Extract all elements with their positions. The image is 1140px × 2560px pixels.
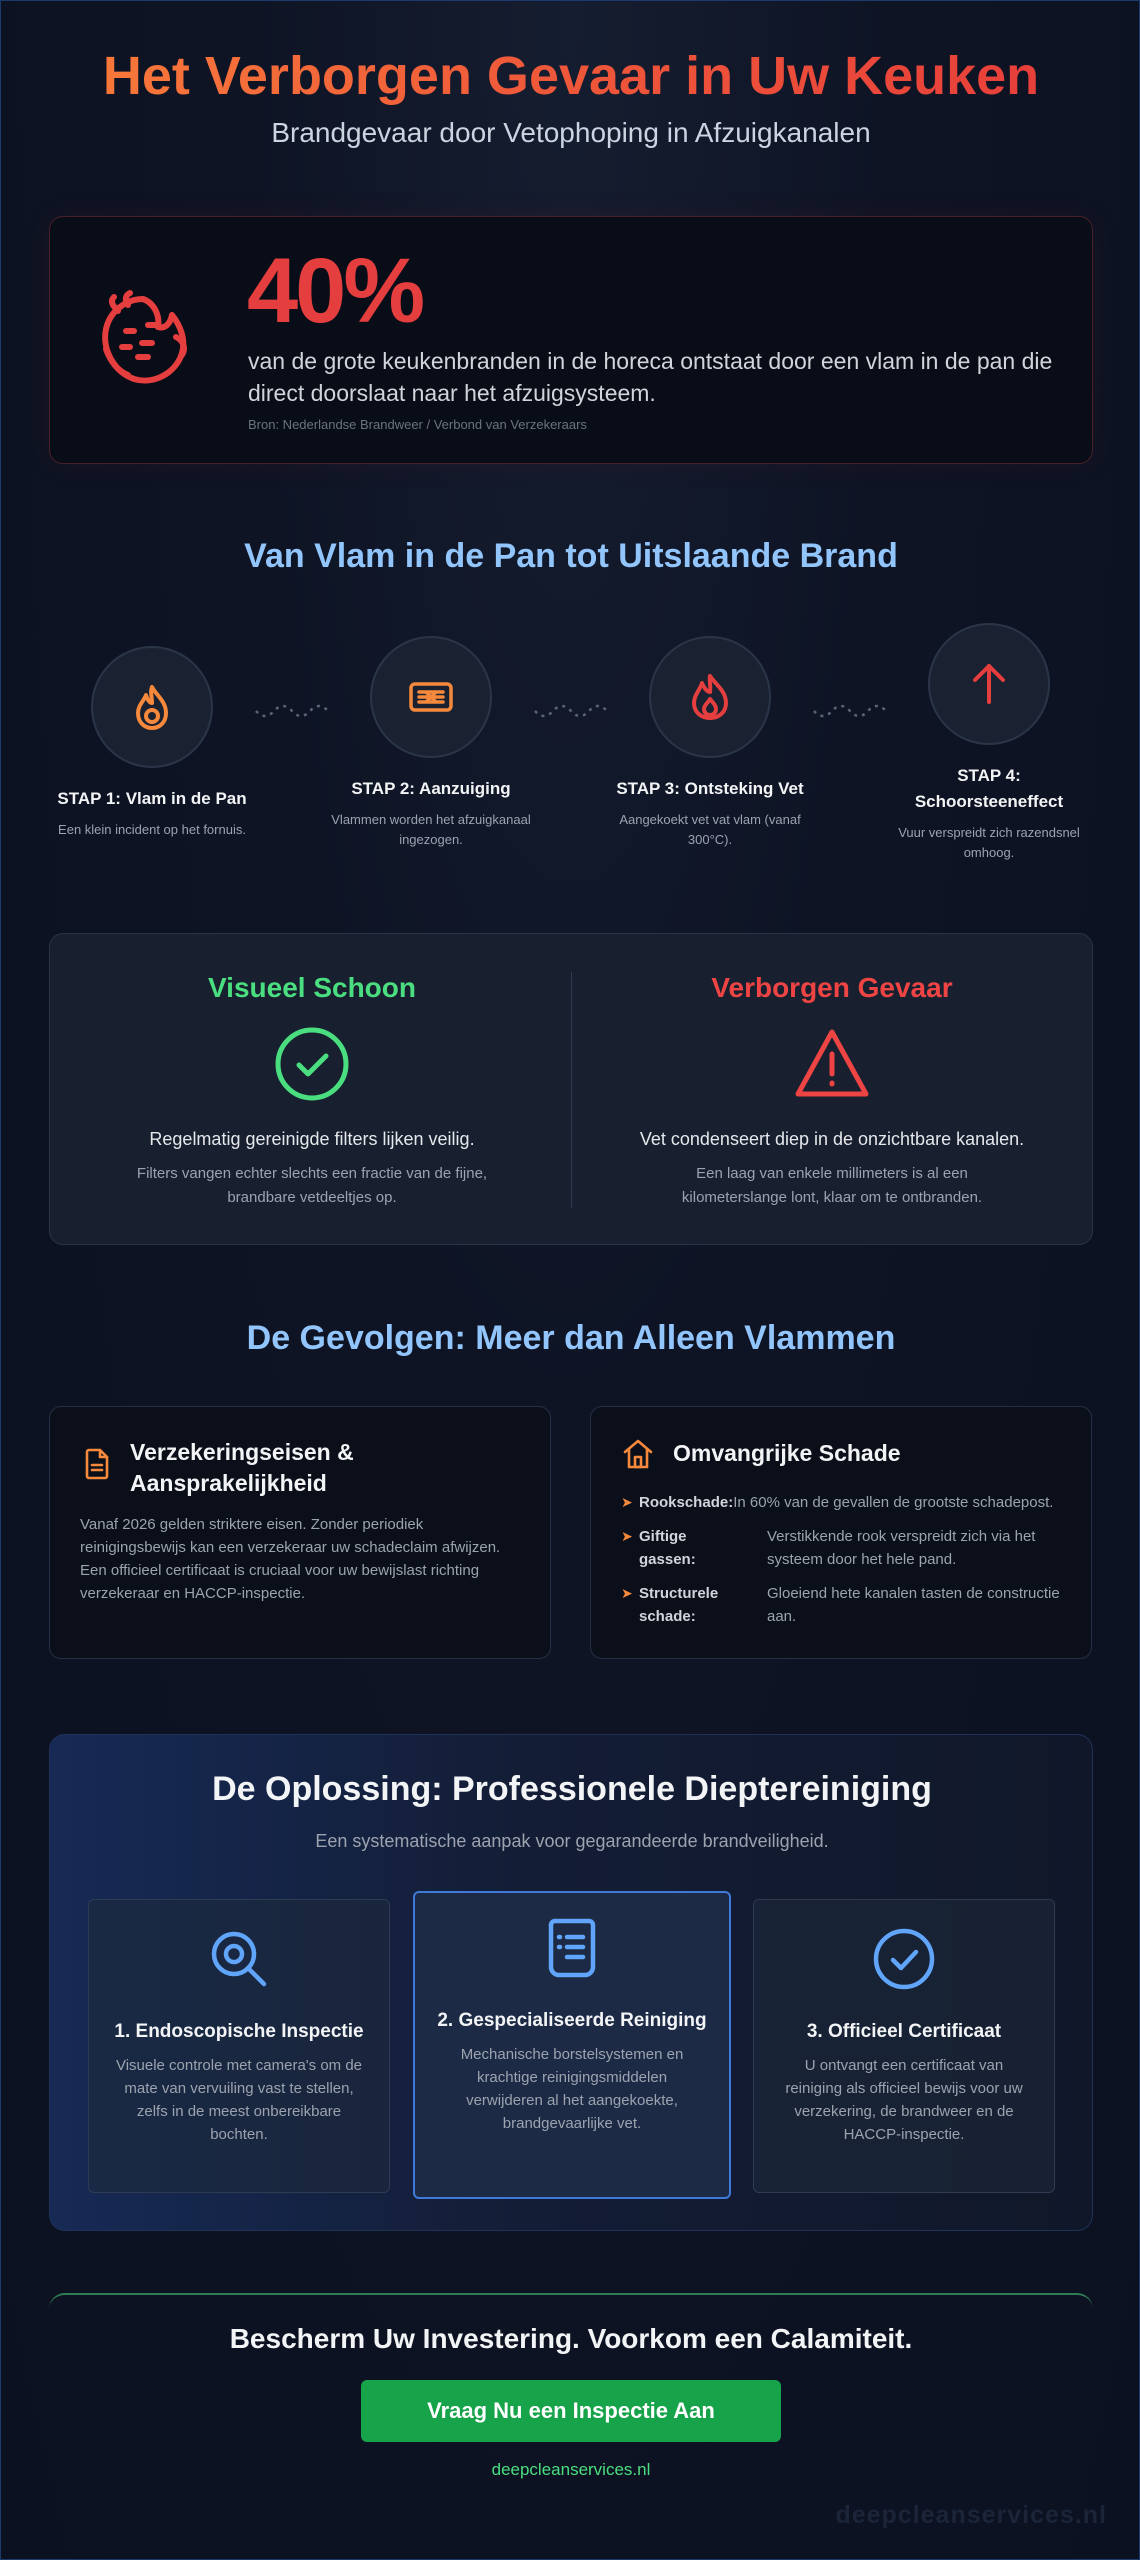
damage-item-text: Gloeiend hete kanalen tasten de constructie aan. — [767, 1585, 1060, 1625]
step-3 — [610, 636, 810, 850]
website-link[interactable]: deepcleanservices.nl — [491, 2460, 651, 2479]
page-subtitle: Brandgevaar door Vetophoping in Afzuigkanalen — [271, 117, 871, 148]
comparison-divider — [571, 972, 572, 1208]
step-connector-2 — [533, 699, 609, 723]
damage-item — [621, 1491, 1071, 1514]
solution-title: De Oplossing: Professionele Dieptereiniging — [212, 1770, 932, 1808]
step-1 — [52, 646, 252, 840]
step-2 — [331, 636, 531, 850]
step-connector-1 — [254, 699, 330, 723]
arrow-right-icon: ➤ — [621, 1585, 633, 1601]
step-4-circle — [928, 623, 1050, 745]
solution-card-text: Mechanische borstelsystemen en krachtige reinigingsmiddelen verwijderen al het aangekoekte, brandgevaarlijke vet. — [460, 2046, 684, 2132]
step-3-title: STAP 3: Ontsteking Vet — [616, 779, 804, 798]
cta-section — [49, 2293, 1093, 2483]
comparison-right — [582, 934, 1082, 1210]
solution-card-title: 1. Endoscopische Inspectie — [114, 2021, 364, 2042]
comparison-right-sub: Een laag van enkele millimeters is al een kilometerslange lont, klaar om te ontbranden. — [681, 1165, 983, 1206]
solution-card-title: 3. Officieel Certificaat — [806, 2021, 1002, 2042]
step-1-desc: Een klein incident op het fornuis. — [58, 822, 246, 837]
insurance-title: Verzekeringseisen & Aansprakelijkheid — [130, 1439, 354, 1496]
step-3-desc: Aangekoekt vet vat vlam (vanaf 300°C). — [619, 812, 801, 847]
watermark: deepcleanservices.nl — [835, 2501, 1107, 2529]
arrow-up-icon — [965, 660, 1013, 708]
solution-section — [49, 1734, 1093, 2231]
damage-card — [590, 1406, 1092, 1659]
vent-filter-icon — [405, 671, 457, 723]
stat-value: 40% — [247, 240, 423, 342]
step-2-title: STAP 2: Aanzuiging — [351, 779, 511, 798]
damage-item-label: Rookschade: — [639, 1494, 734, 1511]
damage-item-text: In 60% van de gevallen de grootste schadepost. — [733, 1494, 1054, 1511]
search-inspect-icon — [206, 1926, 272, 1992]
stat-source: Bron: Nederlandse Brandweer / Verbond van Verzekeraars — [248, 417, 587, 432]
check-circle-icon — [272, 1024, 352, 1104]
consequences-heading: De Gevolgen: Meer dan Alleen Vlammen — [246, 1319, 896, 1357]
damage-list — [621, 1491, 1071, 1639]
step-1-title: STAP 1: Vlam in de Pan — [57, 789, 247, 808]
certificate-check-icon — [871, 1926, 937, 1992]
step-4 — [889, 623, 1089, 863]
comparison-left-main: Regelmatig gereinigde filters lijken veilig. — [149, 1129, 475, 1149]
page-header — [1, 39, 1140, 149]
solution-card-certificate — [753, 1899, 1055, 2193]
kitchen-grease-fire-icon — [88, 285, 198, 395]
comparison-left — [62, 934, 562, 1210]
page-title: Het Verborgen Gevaar in Uw Keuken — [1, 39, 1140, 113]
comparison-left-sub: Filters vangen echter slechts een fractie van de fijne, brandbare vetdeeltjes op. — [136, 1165, 488, 1206]
step-2-desc: Vlammen worden het afzuigkanaal ingezogen. — [331, 812, 531, 847]
solution-card-cleaning — [413, 1891, 731, 2199]
house-icon — [621, 1437, 655, 1471]
comparison-left-title: Visueel Schoon — [208, 972, 416, 1003]
cta-title: Bescherm Uw Investering. Voorkom een Calamiteit. — [229, 2323, 913, 2354]
steps-heading: Van Vlam in de Pan tot Uitslaande Brand — [244, 537, 898, 575]
arrow-right-icon: ➤ — [621, 1528, 633, 1544]
request-inspection-button[interactable]: Vraag Nu een Inspectie Aan — [361, 2380, 781, 2442]
step-1-circle — [91, 646, 213, 768]
solution-card-title: 2. Gespecialiseerde Reiniging — [437, 2010, 707, 2031]
damage-item — [621, 1525, 1071, 1571]
damage-title: Omvangrijke Schade — [673, 1440, 901, 1466]
comparison-right-main: Vet condenseert diep in de onzichtbare kanalen. — [639, 1129, 1025, 1149]
warning-triangle-icon — [792, 1024, 872, 1104]
step-connector-3 — [812, 699, 888, 723]
insurance-card — [49, 1406, 551, 1659]
stat-card — [49, 216, 1093, 464]
step-3-circle — [649, 636, 771, 758]
insurance-text: Vanaf 2026 gelden striktere eisen. Zonder periodiek reinigingsbewijs kan een verzekeraar uw schadeclaim afwijzen. Een officieel certificaat is cruciaal voor uw bewijslast richting verzekeraar en HACCP-inspectie. — [80, 1516, 501, 1602]
step-2-circle — [370, 636, 492, 758]
step-4-title: STAP 4: Schoorsteeneffect — [914, 766, 1064, 811]
solution-card-text: Visuele controle met camera's om de mate van vervuiling vast te stellen, zelfs in de meest onbereikbare bochten. — [115, 2057, 363, 2143]
solution-card-text: U ontvangt een certificaat van reiniging als officieel bewijs voor uw verzekering, de brandweer en de HACCP-inspectie. — [785, 2057, 1023, 2143]
damage-item-label: Structurele schade: — [639, 1585, 719, 1625]
fire-icon — [684, 671, 736, 723]
comparison-right-title: Verborgen Gevaar — [711, 972, 953, 1003]
solution-card-inspection — [88, 1899, 390, 2193]
comparison-card — [49, 933, 1093, 1245]
step-4-desc: Vuur verspreidt zich razendsnel omhoog. — [898, 825, 1080, 860]
damage-item — [621, 1582, 1071, 1628]
arrow-right-icon: ➤ — [621, 1494, 633, 1510]
stat-description: van de grote keukenbranden in de horeca ontstaat door een vlam in de pan die direct doorslaat naar het afzuigsysteem. — [248, 348, 1053, 406]
document-icon — [80, 1447, 114, 1481]
damage-item-text: Verstikkende rook verspreidt zich via het systeem door het hele pand. — [767, 1528, 1036, 1568]
flame-icon — [126, 681, 178, 733]
solution-subtitle: Een systematische aanpak voor gegarandeerde brandveiligheid. — [315, 1831, 829, 1851]
damage-item-label: Giftige gassen: — [639, 1528, 696, 1568]
checklist-icon — [539, 1915, 605, 1981]
